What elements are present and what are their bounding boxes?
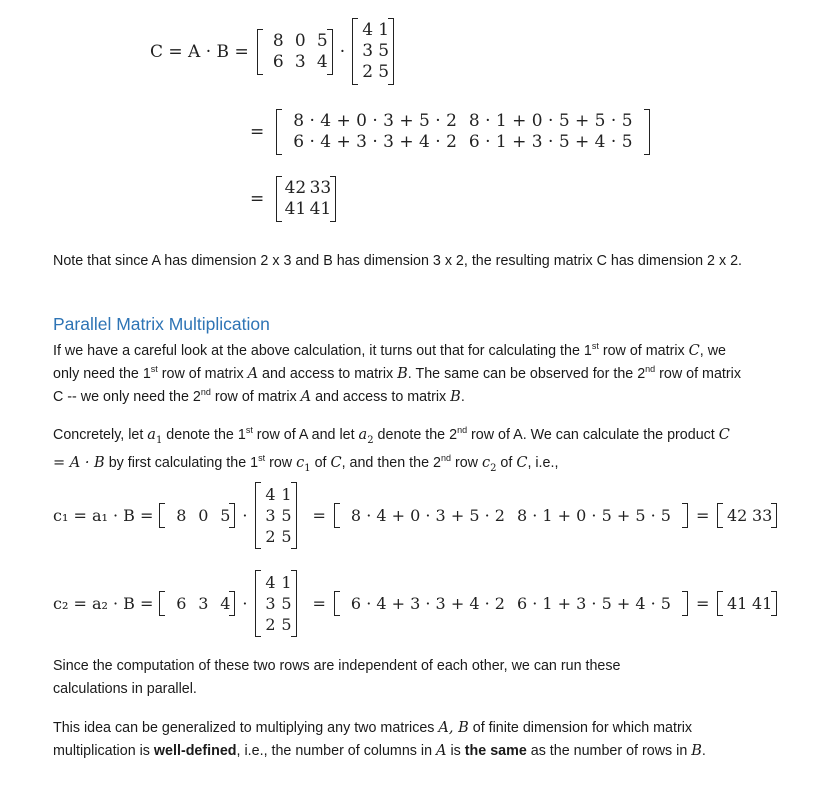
- result-matrix: 42 33 41 41: [276, 176, 336, 222]
- equals-sign: =: [312, 506, 326, 525]
- matrix-a: 8 0 5 6 3 4: [257, 29, 333, 75]
- row2-lhs: c₂ = a₂ · B =: [53, 594, 154, 613]
- paragraph-generalized: This idea can be generalized to multiplying any two matrices A, B of finite dimension for which matrix multiplication is well-defined, i.e., the number of columns in A is the same as the number of rows in B.: [53, 720, 706, 759]
- paragraph-concretely: Concretely, let $a_1$ denote the 1st row of A and let $a_2$ denote the 2nd row of A. We can calculate the product C = A · B by first calculating the 1st row $c_1$ of C, and then the 2nd row $c_2$ of C, i.e.,: [53, 425, 730, 474]
- equals-sign: =: [695, 506, 710, 525]
- paragraph-independent: Since the computation of these two rows are independent of each other, we can run these calculations in parallel.: [53, 658, 621, 697]
- row1-equation: [53, 482, 779, 549]
- matrix-b-copy: 4 1 3 5 2 5: [255, 570, 297, 637]
- equals-sign: =: [250, 189, 265, 209]
- dimension-note: Note that since A has dimension 2 x 3 and B has dimension 3 x 2, the resulting matrix C has dimension 2 x 2.: [53, 253, 743, 269]
- a1-row-vector: 8 0 5: [159, 503, 235, 528]
- row2-result: 41 41: [717, 591, 777, 616]
- expanded-matrix: 8 · 4 + 0 · 3 + 5 · 2 8 · 1 + 0 · 5 + 5 · 5 6 · 4 + 3 · 3 + 4 · 2 6 · 1 + 3 · 5 + 4 · 5: [276, 109, 649, 155]
- dot-operator: ·: [339, 41, 346, 62]
- section-title: Parallel Matrix Multiplication: [53, 314, 270, 334]
- dot-operator: ·: [242, 594, 248, 613]
- equals-sign: =: [695, 594, 710, 613]
- paragraph-parallel-intro: If we have a careful look at the above calculation, it turns out that for calculating the 1st row of matrix C, we only need the 1st row of matrix A and access to matrix B. The same can be observed for the 2nd row of matrix C -- we only need the 2nd row of matrix A and access to matrix B.: [53, 341, 741, 405]
- equals-sign: =: [312, 594, 326, 613]
- row1-expanded: 8 · 4 + 0 · 3 + 5 · 2 8 · 1 + 0 · 5 + 5 · 5: [334, 503, 688, 528]
- equation-line-2: [250, 109, 652, 155]
- row2-expanded: 6 · 4 + 3 · 3 + 4 · 2 6 · 1 + 3 · 5 + 4 · 5: [334, 591, 688, 616]
- equation-line-1: [150, 18, 396, 85]
- dot-operator: ·: [242, 506, 248, 525]
- row1-lhs: c₁ = a₁ · B =: [53, 506, 154, 525]
- matrix-b: 4 1 3 5 2 5: [352, 18, 394, 85]
- equals-sign: =: [250, 122, 265, 142]
- a2-row-vector: 6 3 4: [159, 591, 235, 616]
- lhs-expression: C = A · B =: [150, 41, 249, 62]
- equation-line-3: [250, 176, 338, 222]
- matrix-b-copy: 4 1 3 5 2 5: [255, 482, 297, 549]
- row1-result: 42 33: [717, 503, 777, 528]
- row2-equation: [53, 570, 779, 637]
